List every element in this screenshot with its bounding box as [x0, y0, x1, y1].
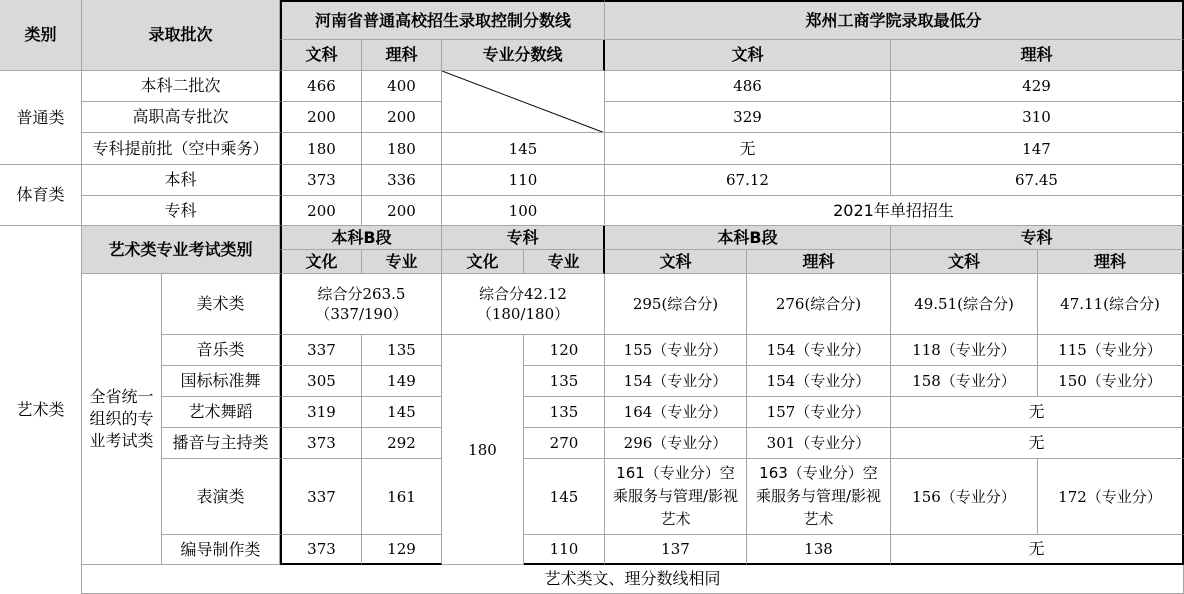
- z-wenke-value: 158（专业分）: [891, 366, 1038, 397]
- b-wenke-value: 295(综合分): [605, 274, 747, 335]
- henan-wenke-value: 200: [280, 102, 362, 133]
- z-wenke-value: 49.51(综合分): [891, 274, 1038, 335]
- zzgs-like-value: 429: [891, 71, 1184, 102]
- zzgs-wenke-value: 329: [605, 102, 891, 133]
- henan-zhuanye-value: 145: [362, 397, 442, 428]
- major-line-value: 145: [442, 133, 605, 165]
- zzgs-like-value: 310: [891, 102, 1184, 133]
- z-like-value: 47.11(综合分): [1038, 274, 1184, 335]
- henan-like-value: 200: [362, 196, 442, 226]
- b-wenke-value: 137: [605, 535, 747, 565]
- art-type-name: 艺术舞蹈: [162, 397, 280, 428]
- z-wenke-value: 156（专业分）: [891, 459, 1038, 535]
- henan-like-value: 336: [362, 165, 442, 196]
- header-zzgs-like: 理科: [891, 40, 1184, 71]
- z-merged-value: 无: [891, 397, 1184, 428]
- header-zzgs-title: 郑州工商学院录取最低分: [605, 0, 1184, 40]
- henan-like-value: 400: [362, 71, 442, 102]
- art-type-name: 播音与主持类: [162, 428, 280, 459]
- zhuanke-zhuanye-value: 120: [524, 335, 605, 366]
- b-like-value: 157（专业分）: [747, 397, 891, 428]
- henan-zhuanye-value: 129: [362, 535, 442, 565]
- henan-benke-composite: 综合分263.5（337/190）: [280, 274, 442, 335]
- major-line-value: 110: [442, 165, 605, 196]
- henan-wenhua-value: 337: [280, 459, 362, 535]
- henan-wenhua-value: 305: [280, 366, 362, 397]
- z-like-value: 115（专业分）: [1038, 335, 1184, 366]
- zzgs-zhuanke-header: 专科: [891, 226, 1184, 250]
- henan-wenhua-value: 373: [280, 535, 362, 565]
- diagonal-line: [442, 71, 605, 133]
- header-henan-like: 理科: [362, 40, 442, 71]
- header-category: 类别: [0, 0, 82, 71]
- batch-label: 本科: [82, 165, 280, 196]
- batch-label: 本科二批次: [82, 71, 280, 102]
- unified-exam-label: 全省统一组织的专业考试类: [82, 274, 162, 565]
- like-header: 理科: [747, 250, 891, 274]
- henan-zhuanye-value: 292: [362, 428, 442, 459]
- major-line-value: 100: [442, 196, 605, 226]
- batch-label: 高职高专批次: [82, 102, 280, 133]
- b-like-value: 154（专业分）: [747, 366, 891, 397]
- zhuanke-zhuanye-value: 135: [524, 397, 605, 428]
- b-like-value: 138: [747, 535, 891, 565]
- like-header: 理科: [1038, 250, 1184, 274]
- zhuanke-wenhua-merged: 180: [442, 335, 524, 565]
- art-type-name: 音乐类: [162, 335, 280, 366]
- zhuanye-header: 专业: [524, 250, 605, 274]
- henan-zhuanye-value: 135: [362, 335, 442, 366]
- z-like-value: 150（专业分）: [1038, 366, 1184, 397]
- henan-like-value: 180: [362, 133, 442, 165]
- henan-zhuanke-header: 专科: [442, 226, 605, 250]
- zhuanye-header: 专业: [362, 250, 442, 274]
- zhuanke-zhuanye-value: 110: [524, 535, 605, 565]
- batch-label: 专科: [82, 196, 280, 226]
- zzgs-like-value: 67.45: [891, 165, 1184, 196]
- b-wenke-value: 161（专业分）空乘服务与管理/影视艺术: [605, 459, 747, 535]
- zzgs-benke-b-header: 本科B段: [605, 226, 891, 250]
- header-major-line: 专业分数线: [442, 40, 605, 71]
- zzgs-merged-value: 2021年单招招生: [605, 196, 1184, 226]
- henan-zhuanke-composite: 综合分42.12（180/180）: [442, 274, 605, 335]
- b-like-value: 301（专业分）: [747, 428, 891, 459]
- b-wenke-value: 164（专业分）: [605, 397, 747, 428]
- art-type-name: 国标标准舞: [162, 366, 280, 397]
- b-like-value: 163（专业分）空乘服务与管理/影视艺术: [747, 459, 891, 535]
- footer-note: 艺术类文、理分数线相同: [82, 565, 1184, 594]
- z-merged-value: 无: [891, 535, 1184, 565]
- header-henan-title: 河南省普通高校招生录取控制分数线: [280, 0, 605, 40]
- art-type-name: 美术类: [162, 274, 280, 335]
- b-wenke-value: 154（专业分）: [605, 366, 747, 397]
- b-like-value: 276(综合分): [747, 274, 891, 335]
- henan-wenke-value: 466: [280, 71, 362, 102]
- group-yishu: 艺术类: [0, 226, 82, 594]
- art-type-name: 编导制作类: [162, 535, 280, 565]
- z-wenke-value: 118（专业分）: [891, 335, 1038, 366]
- b-wenke-value: 155（专业分）: [605, 335, 747, 366]
- art-type-name: 表演类: [162, 459, 280, 535]
- zzgs-wenke-value: 486: [605, 71, 891, 102]
- zhuanke-zhuanye-value: 135: [524, 366, 605, 397]
- group-putong: 普通类: [0, 71, 82, 165]
- henan-wenke-value: 373: [280, 165, 362, 196]
- header-henan-wenke: 文科: [280, 40, 362, 71]
- batch-label: 专科提前批（空中乘务）: [82, 133, 280, 165]
- b-like-value: 154（专业分）: [747, 335, 891, 366]
- z-like-value: 172（专业分）: [1038, 459, 1184, 535]
- b-wenke-value: 296（专业分）: [605, 428, 747, 459]
- henan-zhuanye-value: 149: [362, 366, 442, 397]
- wenhua-header: 文化: [442, 250, 524, 274]
- henan-wenke-value: 180: [280, 133, 362, 165]
- wenke-header: 文科: [891, 250, 1038, 274]
- wenke-header: 文科: [605, 250, 747, 274]
- header-batch: 录取批次: [82, 0, 280, 71]
- group-tiyu: 体育类: [0, 165, 82, 226]
- henan-wenhua-value: 373: [280, 428, 362, 459]
- henan-wenhua-value: 319: [280, 397, 362, 428]
- header-zzgs-wenke: 文科: [605, 40, 891, 71]
- wenhua-header: 文化: [280, 250, 362, 274]
- zhuanke-zhuanye-value: 145: [524, 459, 605, 535]
- zzgs-wenke-value: 无: [605, 133, 891, 165]
- henan-like-value: 200: [362, 102, 442, 133]
- z-merged-value: 无: [891, 428, 1184, 459]
- henan-zhuanye-value: 161: [362, 459, 442, 535]
- exam-type-header: 艺术类专业考试类别: [82, 226, 280, 274]
- henan-benke-b-header: 本科B段: [280, 226, 442, 250]
- zzgs-wenke-value: 67.12: [605, 165, 891, 196]
- zzgs-like-value: 147: [891, 133, 1184, 165]
- major-line-empty-diagonal: [442, 71, 605, 133]
- zhuanke-zhuanye-value: 270: [524, 428, 605, 459]
- henan-wenke-value: 200: [280, 196, 362, 226]
- henan-wenhua-value: 337: [280, 335, 362, 366]
